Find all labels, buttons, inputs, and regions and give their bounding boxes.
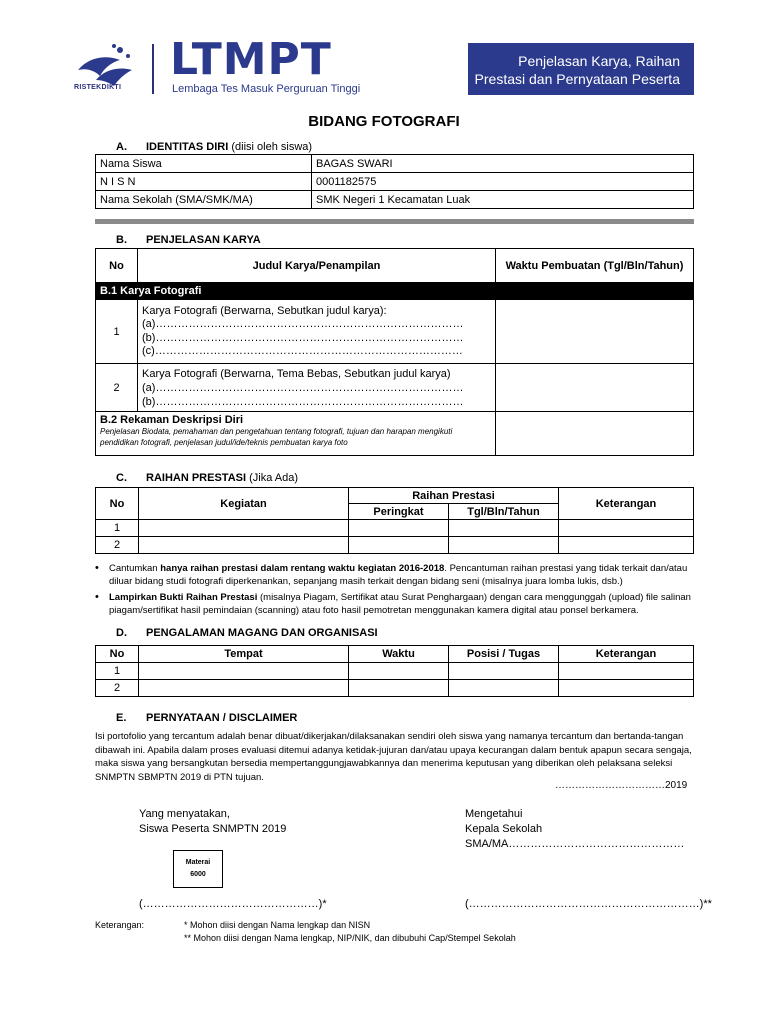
identity-value[interactable]: BAGAS SWARI [312, 155, 694, 173]
cell[interactable] [559, 680, 694, 697]
cell[interactable] [139, 520, 349, 537]
page-header [0, 0, 768, 100]
table-row [96, 364, 694, 412]
work-line[interactable]: (a)………………………………………………………………………… [142, 318, 464, 330]
cell[interactable] [349, 520, 449, 537]
section-a-title: IDENTITAS DIRI [146, 141, 229, 153]
col-no: No [96, 488, 139, 520]
b2-description: Penjelasan Biodata, pemahaman dan pengetahuan tentang fotografi, tujuan dan harapan mengikuti pendidikan fotografi, penjelasan judul/ide/teknis pembuatan karya foto [100, 427, 453, 447]
col-remarks: Keterangan [559, 646, 694, 663]
work-entry [138, 364, 496, 412]
row-number: 2 [96, 680, 139, 697]
cell[interactable] [349, 680, 449, 697]
cell[interactable] [559, 537, 694, 554]
right-signature-line1: Mengetahui [465, 808, 523, 820]
cell[interactable] [349, 537, 449, 554]
section-a-letter: A. [116, 141, 127, 153]
footnote-1: * Mohon diisi dengan Nama lengkap dan NISN [184, 920, 371, 930]
col-rank: Peringkat [349, 504, 449, 520]
works-table [95, 248, 694, 456]
table-row [96, 300, 694, 364]
identity-label: Nama Sekolah (SMA/SMK/MA) [96, 191, 312, 209]
section-e-letter: E. [116, 712, 127, 724]
cell[interactable] [139, 663, 349, 680]
b1-label: B.1 Karya Fotografi [96, 283, 694, 300]
note-emphasis: hanya raihan prestasi dalam rentang waktu kegiatan 2016-2018 [160, 563, 445, 574]
achievement-table [95, 487, 694, 554]
work-time-cell[interactable] [496, 364, 694, 412]
b2-label: B.2 Rekaman Deskripsi Diri [100, 414, 244, 426]
section-d-letter: D. [116, 627, 127, 639]
section-d-title: PENGALAMAN MAGANG DAN ORGANISASI [146, 627, 378, 639]
col-activity: Kegiatan [139, 488, 349, 520]
stamp-label: Materai [185, 859, 211, 866]
table-row [96, 155, 694, 173]
internship-table [95, 645, 694, 697]
left-signature-line1: Yang menyatakan, [139, 808, 230, 820]
logo-divider [152, 44, 154, 94]
section-b-letter: B. [116, 234, 127, 246]
col-no: No [96, 249, 138, 283]
identity-label: N I S N [96, 173, 312, 191]
brand-title: LTMPT [170, 34, 332, 85]
col-achievement: Raihan Prestasi [349, 488, 559, 504]
section-divider [95, 219, 694, 224]
header-banner-line2: Prestasi dan Pernyataan Peserta [474, 71, 680, 87]
b1-category-row [96, 283, 694, 300]
right-signature-line3[interactable]: SMA/MA………………………………………… [465, 838, 685, 850]
table-row [96, 173, 694, 191]
work-line[interactable]: (c)………………………………………………………………………… [142, 345, 463, 357]
note-emphasis: Lampirkan Bukti Raihan Prestasi [109, 592, 258, 603]
cell[interactable] [449, 680, 559, 697]
row-number: 2 [96, 364, 138, 412]
work-line[interactable]: (b)………………………………………………………………………… [142, 331, 464, 344]
section-c-title: RAIHAN PRESTASI [146, 472, 247, 484]
work-entry [138, 300, 496, 364]
section-b-heading [116, 234, 261, 246]
col-no: No [96, 646, 139, 663]
disclaimer-paragraph: Isi portofolio yang tercantum adalah benar dibuat/dikerjakan/dilaksanakan sendiri oleh siswa yang namanya tercantum dan bertanda-tangan dibawah ini. Apabila dalam proses evaluasi ditemui adanya ketidak-jujuran dan/atau upaya kecurangan dalam bentuk apapun secara sengaja, maka siswa yang bersangkutan bersedia mempertanggungjawabkannya dan menerima keputusan yang diberikan oleh pelaksana seleksi SNMPTN SBMPTN 2019 di PTN tujuan. [95, 731, 692, 783]
col-position: Posisi / Tugas [449, 646, 559, 663]
section-e-title: PERNYATAAN / DISCLAIMER [146, 712, 298, 724]
section-c-note: (Jika Ada) [249, 472, 299, 484]
section-a-heading [116, 141, 312, 153]
work-line[interactable]: (a)………………………………………………………………………… [142, 381, 464, 394]
footnote-2: ** Mohon diisi dengan Nama lengkap, NIP/NIK, dan dibubuhi Cap/Stempel Sekolah [184, 933, 516, 943]
work-line[interactable]: (b)………………………………………………………………………… [142, 395, 464, 408]
section-a-note: (diisi oleh siswa) [231, 141, 313, 153]
col-title: Judul Karya/Penampilan [138, 249, 496, 283]
col-time: Waktu [349, 646, 449, 663]
section-b-title: PENJELASAN KARYA [146, 234, 261, 246]
note-bullet [95, 562, 695, 588]
table-row [96, 680, 694, 697]
row-number: 1 [96, 663, 139, 680]
note-bullet [95, 591, 695, 617]
header-banner-line1: Penjelasan Karya, Raihan [518, 53, 680, 69]
table-header-row [96, 488, 694, 504]
table-row [96, 191, 694, 209]
date-line[interactable]: ……………………………2019 [555, 780, 688, 791]
cell[interactable] [559, 663, 694, 680]
cell[interactable] [559, 520, 694, 537]
left-signature-line2: Siswa Peserta SNMPTN 2019 [139, 823, 287, 835]
right-signature-name[interactable]: (………………………………………………………)** [465, 898, 712, 910]
row-number: 2 [96, 537, 139, 554]
work-time-cell[interactable] [496, 300, 694, 364]
cell[interactable] [449, 663, 559, 680]
section-d-heading [116, 627, 378, 639]
page-title: BIDANG FOTOGRAFI [308, 113, 460, 130]
b2-row [96, 412, 694, 456]
table-header-row [96, 646, 694, 663]
cell[interactable] [349, 663, 449, 680]
achievement-notes [95, 562, 695, 617]
identity-label: Nama Siswa [96, 155, 312, 173]
b2-time-cell[interactable] [496, 412, 694, 456]
right-signature-line2: Kepala Sekolah [465, 823, 543, 835]
work-title: Karya Fotografi (Berwarna, Tema Bebas, Sebutkan judul karya) [142, 367, 451, 380]
identity-value[interactable]: SMK Negeri 1 Kecamatan Luak [312, 191, 694, 209]
col-place: Tempat [139, 646, 349, 663]
identity-value[interactable]: 0001182575 [312, 173, 694, 191]
section-e-heading [116, 712, 297, 724]
row-number: 1 [96, 520, 139, 537]
stamp-value: 6000 [190, 871, 206, 878]
section-c-letter: C. [116, 472, 127, 484]
work-title: Karya Fotografi (Berwarna, Sebutkan judul karya): [142, 304, 387, 317]
table-header-row [96, 249, 694, 283]
row-number: 1 [96, 300, 138, 364]
note-text: . Pencantuman raihan prestasi yang tidak terkait dan/atau diluar bidang studi fotografi diperkenankan, sepanjang masih terkait dengan bidang seni (misalnya juara lomba lukis, dsb.) [109, 563, 688, 587]
col-time: Waktu Pembuatan (Tgl/Bln/Tahun) [496, 249, 694, 283]
identity-table [95, 154, 694, 209]
table-row [96, 663, 694, 680]
ristekdikti-label: RISTEKDIKTI [74, 84, 122, 91]
cell[interactable] [139, 537, 349, 554]
brand-subtitle: Lembaga Tes Masuk Perguruan Tinggi [172, 83, 361, 95]
note-text: (misalnya Piagam, Sertifikat atau Surat Penghargaan) dengan cara menggunggah (upload) file salinan piagam/sertifikat hasil pemindaian (scanning) atau foto hasil pemotretan menggunakan kamera digital atau ponsel berkamera. [109, 592, 691, 616]
header-banner [468, 43, 694, 95]
col-date: Tgl/Bln/Tahun [449, 504, 559, 520]
note-text: Cantumkan [109, 563, 158, 574]
section-c-heading [116, 472, 298, 484]
cell[interactable] [449, 520, 559, 537]
b2-cell [96, 412, 496, 456]
footnote-label: Keterangan: [95, 920, 145, 930]
table-row [96, 520, 694, 537]
col-remarks: Keterangan [559, 488, 694, 520]
table-row [96, 537, 694, 554]
cell[interactable] [139, 680, 349, 697]
left-signature-name[interactable]: (…………………………………………)* [139, 898, 327, 910]
stamp-box [173, 850, 223, 888]
cell[interactable] [449, 537, 559, 554]
